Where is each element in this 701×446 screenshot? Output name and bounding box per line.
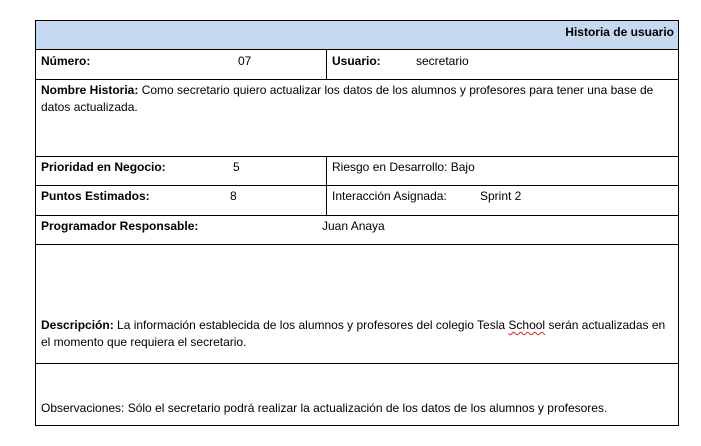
programador-row xyxy=(36,216,678,245)
interaccion-value: Sprint 2 xyxy=(480,189,522,203)
puntos-interaccion-row xyxy=(36,186,678,216)
descripcion-row xyxy=(36,245,678,364)
interaccion-cell xyxy=(326,186,678,215)
descripcion-value-after: serán actualizadas en el momento que requiera el secretario. xyxy=(41,318,666,349)
usuario-cell xyxy=(326,50,678,79)
nombre-historia-label: Nombre Historia: xyxy=(41,83,139,97)
riesgo-cell xyxy=(326,157,678,185)
card-header xyxy=(36,21,678,50)
puntos-value: 8 xyxy=(230,189,237,203)
user-story-card xyxy=(35,20,679,426)
puntos-label: Puntos Estimados: xyxy=(41,189,150,203)
nombre-historia-row xyxy=(36,80,678,157)
numero-label: Número: xyxy=(41,54,91,68)
prioridad-riesgo-row xyxy=(36,157,678,186)
nombre-historia-text xyxy=(41,82,672,116)
numero-value: 07 xyxy=(238,54,252,68)
interaccion-label: Interacción Asignada: xyxy=(332,189,447,203)
numero-cell xyxy=(36,50,326,79)
usuario-value: secretario xyxy=(416,54,469,68)
descripcion-text xyxy=(41,317,672,351)
programador-label: Programador Responsable: xyxy=(41,219,199,233)
prioridad-cell xyxy=(36,157,326,185)
spellcheck-flagged-word: School xyxy=(508,318,546,332)
usuario-label: Usuario: xyxy=(332,54,381,68)
prioridad-label: Prioridad en Negocio: xyxy=(41,160,166,174)
prioridad-value: 5 xyxy=(233,160,240,174)
riesgo-text: Riesgo en Desarrollo: Bajo xyxy=(332,160,475,174)
descripcion-value-before: La información establecida de los alumnos y profesores del colegio Tesla xyxy=(117,318,506,332)
observaciones-row xyxy=(36,364,678,425)
observaciones-text: Observaciones: Sólo el secretario podrá realizar la actualización de los datos de los alumnos y profesores. xyxy=(41,401,608,415)
nombre-historia-value: Como secretario quiero actualizar los datos de los alumnos y profesores para tener una base de datos actualizada. xyxy=(41,83,654,114)
descripcion-label: Descripción: xyxy=(41,318,114,332)
numero-usuario-row xyxy=(36,50,678,80)
puntos-cell xyxy=(36,186,326,215)
card-title: Historia de usuario xyxy=(565,25,674,39)
programador-value: Juan Anaya xyxy=(322,219,385,233)
